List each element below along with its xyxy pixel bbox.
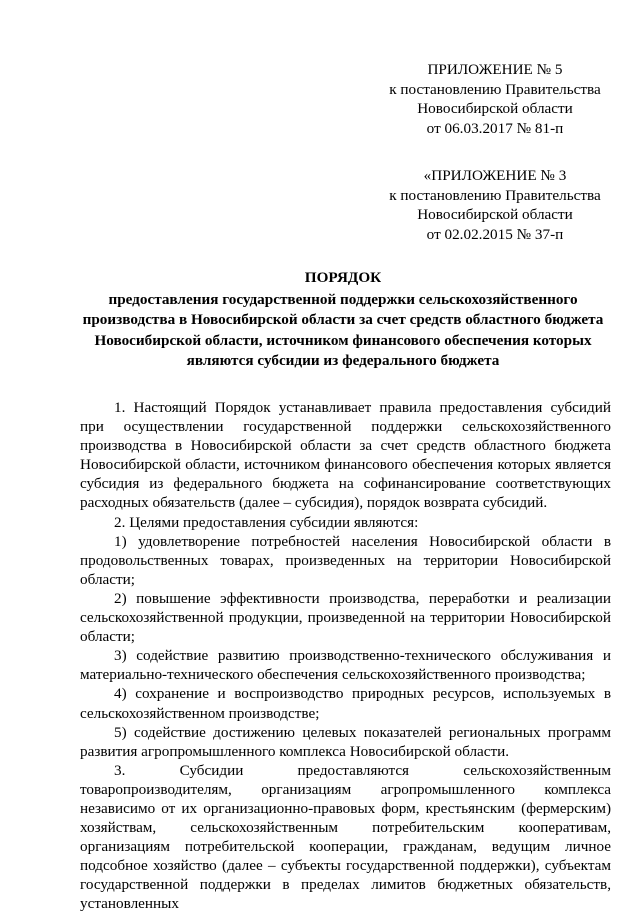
- paragraph-goal-1: 1) удовлетворение потребностей населения Новосибирской области в продовольственных товарах, произведенных на территории Новосибирской области;: [80, 532, 611, 588]
- document-title: [80, 268, 606, 372]
- paragraph-3: 3. Субсидии предоставляются сельскохозяйственным товаропроизводителям, организациям агропромышленного комплекса независимо от их организационно-правовых форм, крестьянским (фермерским) хозяйствам, сельскохозяйственным потребительским кооперативам, организациям потребительской кооперации, гражданам, ведущим личное подсобное хозяйство (далее – субъекты государственной поддержки), субъектам государственной поддержки в пределах лимитов бюджетных обязательств, установленных: [80, 761, 611, 913]
- paragraph-goal-5: 5) содействие достижению целевых показателей региональных программ развития агропромышленного комплекса Новосибирской области.: [80, 723, 611, 760]
- paragraph-goal-3: 3) содействие развитию производственно-технического обслуживания и материально-технического обеспечения сельскохозяйственного производства;: [80, 647, 611, 684]
- appendix-5-header: [380, 60, 610, 138]
- appendix-3-region: Новосибирской области: [417, 206, 573, 223]
- paragraph-1: 1. Настоящий Порядок устанавливает правила предоставления субсидий при осуществлении государственной поддержки сельскохозяйственного производства в Новосибирской области за счет средств областного бюджета Новосибирской области, источником финансового обеспечения которых является субсидия из федерального бюджета на софинансирование соответствующих расходных обязательств (далее – субсидия), порядок возврата субсидий.: [80, 399, 611, 512]
- appendix-5-date: от 06.03.2017 № 81-п: [426, 119, 564, 137]
- appendix-3-header: [380, 166, 610, 244]
- appendix-5-title: ПРИЛОЖЕНИЕ № 5: [427, 61, 563, 78]
- title-subtitle: предоставления государственной поддержки сельскохозяйственного производства в Новосибирской области за счет средств областного бюджета Новосибирской области, источником финансового обеспечения которых являются субсидии из федерального бюджета: [82, 290, 604, 369]
- appendix-3-date: от 02.02.2015 № 37-п: [426, 225, 564, 243]
- paragraph-goal-2: 2) повышение эффективности производства, переработки и реализации сельскохозяйственной продукции, произведенной на территории Новосибирской области;: [80, 589, 611, 646]
- appendix-3-resolution: к постановлению Правительства: [389, 186, 601, 204]
- paragraph-goal-4: 4) сохранение и воспроизводство природных ресурсов, используемых в сельскохозяйственном производстве;: [80, 685, 611, 722]
- appendix-5-resolution: к постановлению Правительства: [389, 80, 601, 98]
- appendix-5-region: Новосибирской области: [417, 100, 573, 117]
- title-heading: ПОРЯДОК: [304, 269, 382, 286]
- paragraph-2: 2. Целями предоставления субсидии являются:: [114, 513, 419, 531]
- document-body: [80, 398, 611, 914]
- appendix-3-title: «ПРИЛОЖЕНИЕ № 3: [423, 167, 567, 184]
